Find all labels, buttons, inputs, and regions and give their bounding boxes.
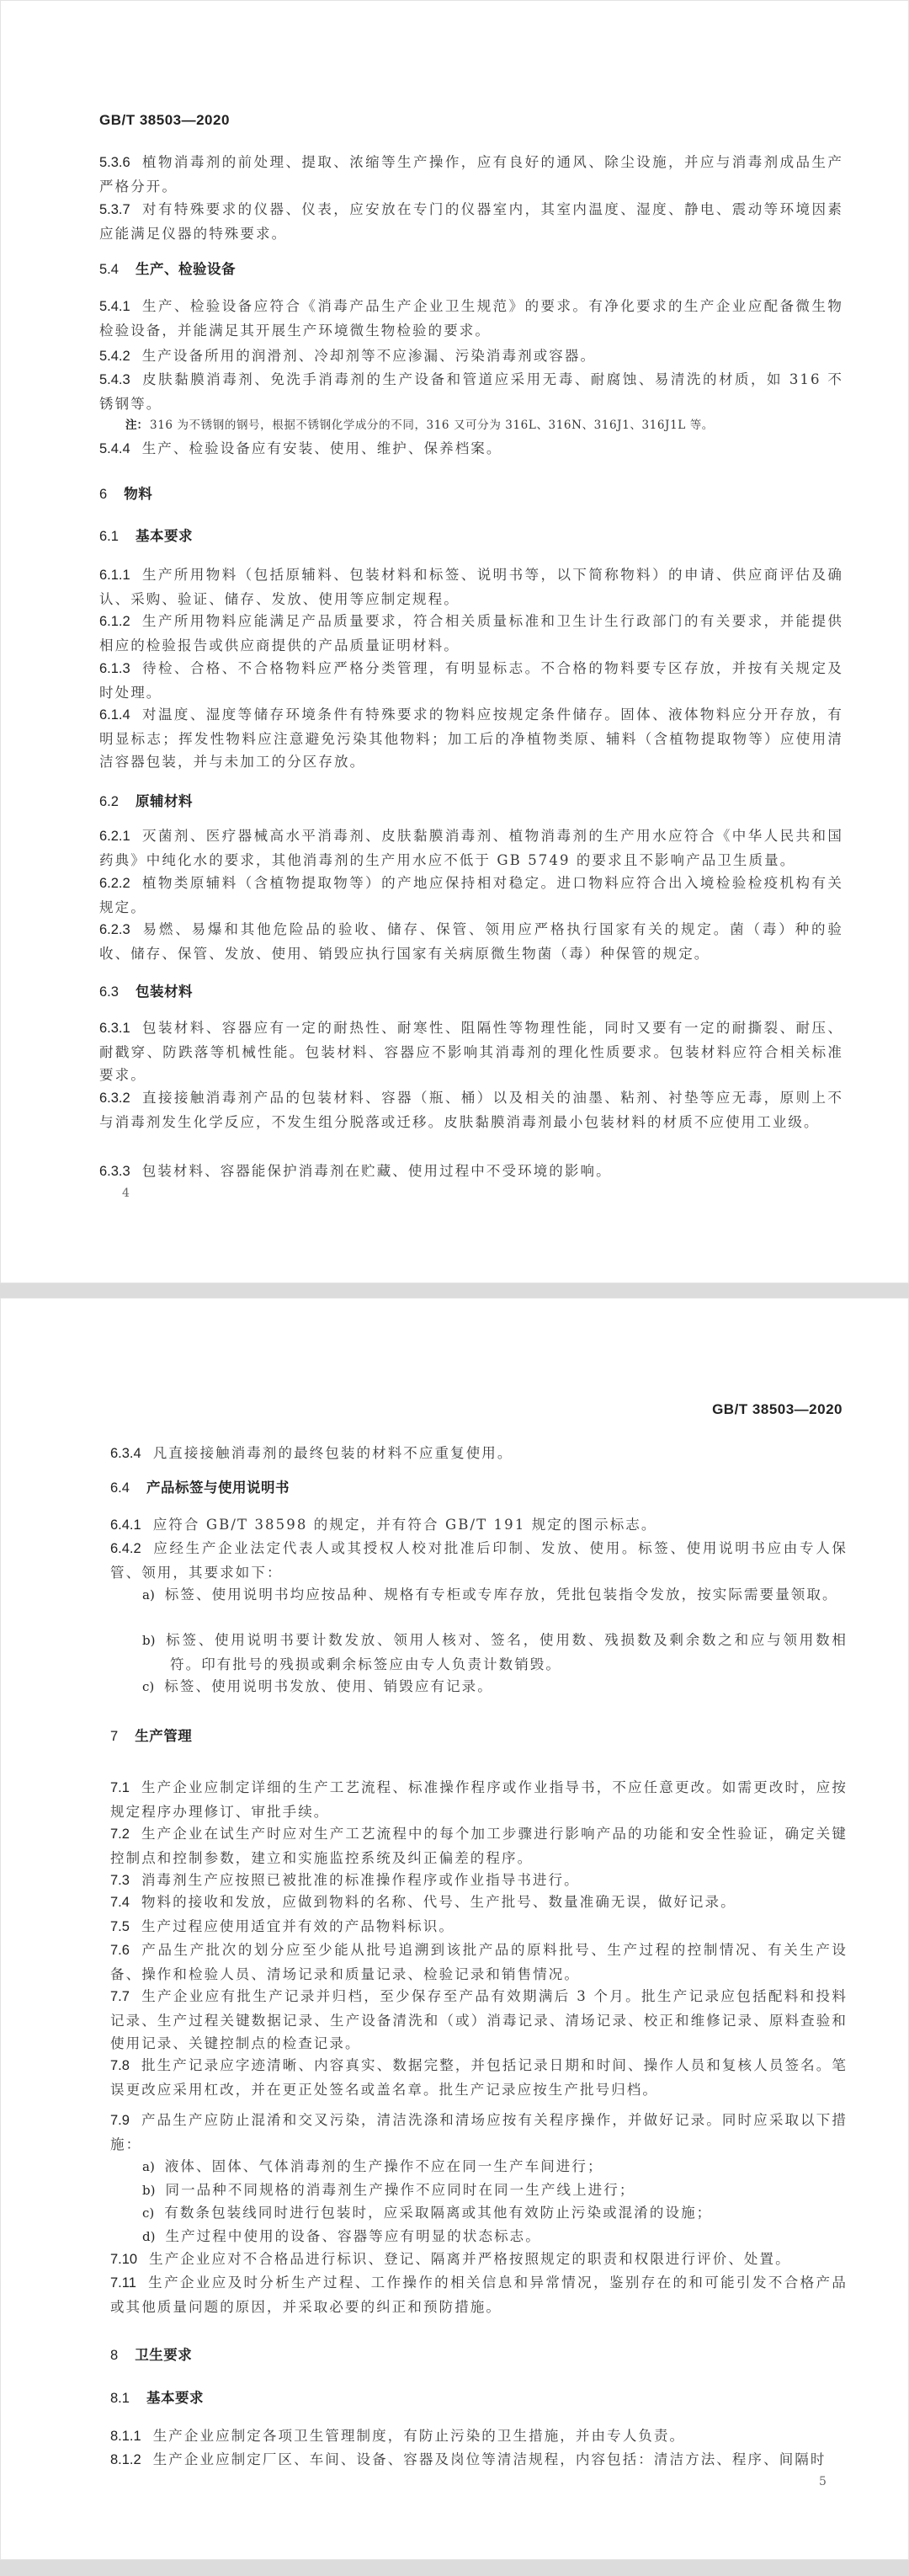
clause (99, 824, 843, 872)
section-heading (99, 259, 843, 282)
clause-text: 生产、检验设备应有安装、使用、维护、保养档案。 (141, 440, 502, 456)
clause-text: 产品生产应防止混淆和交叉污染，清洁洗涤和清场应按有关程序操作，并做好记录。同时应采取以下措施： (110, 2112, 848, 2152)
clause-text: 生产过程应使用适宜并有效的产品物料标识。 (141, 1918, 454, 1934)
clause-number: 6.1 (99, 529, 119, 544)
clause-number: 7.11 (110, 2275, 136, 2291)
clause-text: 生产所用物料应能满足产品质量要求，符合相关质量标准和卫生计生行政部门的有关要求，并能提供相应的检验报告或供应商提供的产品质量证明材料。 (99, 613, 843, 653)
clause-number: 7 (110, 1729, 119, 1744)
clause (99, 198, 843, 245)
clause-number: 5.4.2 (99, 349, 130, 364)
clause-number: 5.4 (99, 262, 119, 277)
clause (99, 437, 843, 461)
clause-text: 生产、检验设备应符合《消毒产品生产企业卫生规范》的要求。有净化要求的生产企业应配备微生物检验设备，并能满足其开展生产环境微生物检验的要求。 (99, 298, 843, 339)
clause (99, 657, 843, 704)
clause (110, 1891, 848, 1915)
clause (99, 703, 843, 774)
clause-number: b) (142, 2183, 156, 2198)
clause-text: 生产企业应有批生产记录并归档，至少保存至产品有效期满后 3 个月。批生产记录应包括配料和投料记录、生产过程关键数据记录、生产设备清洗和（或）消毒记录、清场记录、校正和维修记录、原料查验和使用记录、关键控制点的检查记录。 (110, 1988, 848, 2052)
clause-number: 8.1.2 (110, 2452, 141, 2467)
note-label: 注： (125, 419, 148, 432)
clause-text: 基本要求 (146, 2391, 204, 2406)
clause-text: 植物类原辅料（含植物提取物等）的产地应保持相对稳定。进口物料应符合出入境检验检疫机构有关规定。 (99, 875, 843, 915)
clause-number: 6.4 (110, 1480, 130, 1496)
clause-text: 316 为不锈钢的钢号，根据不锈钢化学成分的不同，316 又可分为 316L、316N、316J1、316J1L 等。 (150, 419, 714, 432)
clause-number: a) (142, 1587, 155, 1603)
clause-number: 6.1.2 (99, 614, 130, 629)
clause-text: 基本要求 (135, 529, 193, 544)
list-item (142, 1675, 848, 1699)
clause-number: 6.1.4 (99, 707, 130, 723)
clause-text: 标签、使用说明书要计数发放、领用人核对、签名，使用数、残损数及剩余数之和应与领用数相符。印有批号的残损或剩余标签应由专人负责计数销毁。 (165, 1632, 848, 1672)
clause (99, 368, 843, 415)
clause (110, 2109, 848, 2156)
list-item (142, 2155, 848, 2179)
clause-number: 6.2.2 (99, 876, 130, 891)
clause-text: 生产企业应对不合格品进行标识、登记、隔离并严格按照规定的职责和权限进行评价、处置。 (149, 2251, 791, 2267)
clause-text: 生产企业应及时分析生产过程、工作操作的相关信息和异常情况，鉴别存在的和可能引发不合格产品或其他质量问题的原因，并采取必要的纠正和预防措施。 (110, 2275, 848, 2315)
clause-number: 6.3.3 (99, 1164, 130, 1179)
clause-number: 6 (99, 487, 108, 502)
clause (110, 2054, 848, 2101)
clause-text: 标签、使用说明书均应按品种、规格有专柜或专库存放，凭批包装指令发放，按实际需要量领取。 (164, 1587, 838, 1603)
document-page-4 (0, 0, 909, 1283)
clause (99, 344, 843, 369)
list-item (142, 2225, 848, 2249)
clause-number: 8.1.1 (110, 2429, 141, 2444)
clause-number: 7.9 (110, 2113, 130, 2128)
clause-text: 生产企业应制定详细的生产工艺流程、标准操作程序或作业指导书，不应任意更改。如需更改时，应按规定程序办理修订、审批手续。 (110, 1779, 848, 1820)
clause-number: 7.3 (110, 1873, 130, 1888)
clause-text: 包装材料 (135, 984, 193, 1000)
clause-number: 6.4.2 (110, 1541, 141, 1556)
clause-text: 有数条包装线同时进行包装时，应采取隔离或其他有效防止污染或混淆的设施； (164, 2205, 713, 2221)
clause-text: 生产企业应制定各项卫生管理制度，有防止污染的卫生措施，并由专人负责。 (152, 2428, 686, 2444)
section-heading (110, 1725, 848, 1749)
clause (99, 1160, 843, 1184)
list-item (142, 2201, 848, 2226)
clause-number: 6.3 (99, 984, 119, 1000)
clause-text: 液体、固体、气体消毒剂的生产操作不应在同一生产车间进行； (164, 2158, 603, 2174)
clause (110, 2271, 848, 2318)
section-heading (110, 2387, 848, 2411)
list-item (142, 1629, 848, 1676)
clause-number: 7.10 (110, 2252, 138, 2267)
clause-number: 5.4.3 (99, 372, 130, 387)
clause-text: 包装材料、容器能保护消毒剂在贮藏、使用过程中不受环境的影响。 (141, 1163, 612, 1179)
clause-text: 对温度、湿度等储存环境条件有特殊要求的物料应按规定条件储存。固体、液体物料应分开存放，有明显标志；挥发性物料应注意避免污染其他物料；加工后的净植物类原、辅料（含植物提取物等）应使用清洁容器包装，并与未加工的分区存放。 (99, 707, 843, 771)
clause-number: c) (142, 1679, 155, 1694)
clause-text: 标签、使用说明书发放、使用、销毁应有记录。 (164, 1678, 493, 1694)
standard-number-header: GB/T 38503—2020 (99, 112, 230, 128)
clause-text: 物料 (124, 487, 153, 502)
clause-text: 生产过程中使用的设备、容器等应有明显的状态标志。 (165, 2228, 541, 2244)
standard-number-header: GB/T 38503—2020 (712, 1401, 843, 1417)
clause-text: 生产设备所用的润滑剂、冷却剂等不应渗漏、污染消毒剂或容器。 (141, 348, 597, 364)
clause-number: 7.5 (110, 1919, 130, 1934)
clause-text: 批生产记录应字迹清晰、内容真实、数据完整，并包括记录日期和时间、操作人员和复核人员签名。笔误更改应采用杠改，并在更正处签名或盖名章。批生产记录应按生产批号归档。 (110, 2057, 848, 2098)
clause-text: 消毒剂生产应按照已被批准的标准操作程序或作业指导书进行。 (141, 1872, 580, 1888)
page-number: 4 (122, 1187, 130, 1200)
clause (99, 1016, 843, 1087)
document-page-5 (0, 1298, 909, 2560)
clause (110, 1985, 848, 2056)
list-item (142, 2179, 848, 2203)
clause-number: 5.3.6 (99, 155, 130, 170)
clause-number: 6.3.4 (110, 1446, 141, 1461)
clause (110, 1776, 848, 1823)
clause-text: 生产企业应制定厂区、车间、设备、容器及岗位等清洁规程，内容包括：清洁方法、程序、间隔时 (152, 2451, 827, 2467)
clause-text: 易燃、易爆和其他危险品的验收、储存、保管、领用应严格执行国家有关的规定。菌（毒）种的验收、储存、保管、发放、使用、销毁应执行国家有关病原微生物菌（毒）种保管的规定。 (99, 921, 843, 962)
clause-number: 6.1.3 (99, 661, 130, 676)
clause (110, 1822, 848, 1869)
clause-number: 8.1 (110, 2391, 130, 2406)
clause-text: 待检、合格、不合格物料应严格分类管理，有明显标志。不合格的物料要专区存放，并按有关规定及时处理。 (99, 660, 843, 701)
clause-number: d) (142, 2229, 156, 2244)
clause-number: 6.2.1 (99, 829, 130, 844)
clause-number: 5.4.4 (99, 441, 130, 456)
clause-text: 卫生要求 (135, 2348, 193, 2363)
clause-number: 7.6 (110, 1943, 130, 1958)
section-heading (99, 525, 843, 549)
clause-number: a) (142, 2159, 155, 2174)
clause-number: 6.2 (99, 794, 119, 809)
clause-text: 物料的接收和发放，应做到物料的名称、代号、生产批号、数量准确无误，做好记录。 (141, 1894, 736, 1910)
clause (99, 563, 843, 611)
clause (110, 1939, 848, 1986)
clause (110, 2448, 848, 2472)
clause-number: 7.8 (110, 2058, 130, 2073)
clause (99, 918, 843, 965)
clause (110, 1915, 848, 1939)
page-number: 5 (819, 2475, 827, 2488)
clause-number: 7.7 (110, 1989, 130, 2004)
clause-text: 生产管理 (135, 1729, 193, 1744)
clause-text: 产品生产批次的划分应至少能从批号追溯到该批产品的原料批号、生产过程的控制情况、有关生产设备、操作和检验人员、清场记录和质量记录、检验记录和销售情况。 (110, 1942, 848, 1982)
section-heading (99, 483, 843, 507)
clause (99, 610, 843, 657)
clause-text: 灭菌剂、医疗器械高水平消毒剂、皮肤黏膜消毒剂、植物消毒剂的生产用水应符合《中华人民共和国药典》中纯化水的要求，其他消毒剂的生产用水应不低于 GB 5749 的要求且不影响产品卫生质量。 (99, 828, 843, 868)
clause-number: b) (142, 1633, 156, 1648)
list-item (142, 1583, 848, 1608)
clause-text: 对有特殊要求的仪器、仪表，应安放在专门的仪器室内，其室内温度、湿度、静电、震动等环境因素应能满足仪器的特殊要求。 (99, 201, 843, 242)
clause-number: 7.2 (110, 1827, 130, 1842)
clause-text: 凡直接接触消毒剂的最终包装的材料不应重复使用。 (152, 1445, 513, 1461)
note (125, 414, 841, 438)
clause-number: 5.3.7 (99, 202, 130, 217)
section-heading (110, 1477, 848, 1501)
clause-number: 6.2.3 (99, 922, 130, 937)
clause-text: 应经生产企业法定代表人或其授权人校对批准后印制、发放、使用。标签、使用说明书应由专人保管、领用，其要求如下： (110, 1540, 848, 1581)
section-heading (99, 791, 843, 814)
clause-text: 生产所用物料（包括原辅料、包装材料和标签、说明书等，以下简称物料）的申请、供应商评估及确认、采购、验证、储存、发放、使用等应制定规程。 (99, 567, 843, 607)
clause-text: 植物消毒剂的前处理、提取、浓缩等生产操作，应有良好的通风、除尘设施，并应与消毒剂成品生产严格分开。 (99, 154, 843, 195)
clause-text: 产品标签与使用说明书 (146, 1480, 290, 1496)
clause-number: 7.4 (110, 1895, 130, 1910)
clause-number: 6.3.2 (99, 1091, 130, 1106)
clause (110, 1442, 848, 1466)
clause (99, 1086, 843, 1133)
clause (110, 1869, 848, 1893)
clause-number: 5.4.1 (99, 299, 130, 314)
clause-number: 7.1 (110, 1780, 130, 1795)
clause (99, 151, 843, 198)
clause (110, 1513, 848, 1538)
clause-number: 6.4.1 (110, 1517, 141, 1533)
clause-text: 皮肤黏膜消毒剂、免洗手消毒剂的生产设备和管道应采用无毒、耐腐蚀、易清洗的材质，如 316 不锈钢等。 (99, 371, 843, 412)
clause-text: 原辅材料 (135, 794, 193, 809)
clause (99, 295, 843, 342)
clause (110, 2248, 848, 2272)
clause (110, 2424, 848, 2449)
clause (99, 872, 843, 919)
clause (110, 1537, 848, 1584)
clause-number: 8 (110, 2348, 119, 2363)
clause-text: 同一品种不同规格的消毒剂生产操作不应同时在同一生产线上进行； (165, 2182, 635, 2198)
clause-number: c) (142, 2205, 155, 2221)
clause-number: 6.1.1 (99, 568, 130, 583)
clause-text: 直接接触消毒剂产品的包装材料、容器（瓶、桶）以及相关的油墨、粘剂、衬垫等应无毒，原则上不与消毒剂发生化学反应，不发生组分脱落或迁移。皮肤黏膜消毒剂最小包装材料的材质不应使用工业级。 (99, 1090, 843, 1130)
section-heading (110, 2344, 848, 2368)
clause-number: 6.3.1 (99, 1021, 130, 1036)
clause-text: 生产企业在试生产时应对生产工艺流程中的每个加工步骤进行影响产品的功能和安全性验证，确定关键控制点和控制参数，建立和实施监控系统及纠正偏差的程序。 (110, 1826, 848, 1866)
clause-text: 生产、检验设备 (135, 262, 236, 277)
clause-text: 包装材料、容器应有一定的耐热性、耐寒性、阻隔性等物理性能，同时又要有一定的耐撕裂、耐压、耐戳穿、防跌落等机械性能。包装材料、容器应不影响其消毒剂的理化性质要求。包装材料应符合相关标准要求。 (99, 1020, 843, 1084)
section-heading (99, 981, 843, 1005)
clause-text: 应符合 GB/T 38598 的规定，并有符合 GB/T 191 规定的图示标志。 (152, 1517, 657, 1533)
